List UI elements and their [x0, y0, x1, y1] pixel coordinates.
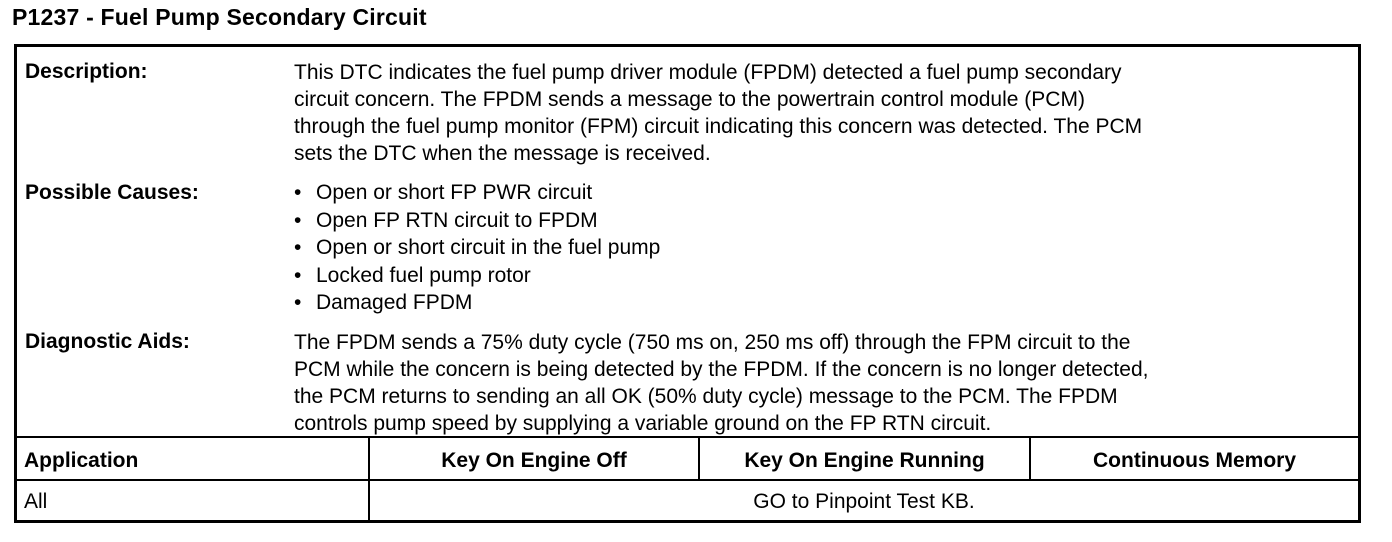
page-title: P1237 - Fuel Pump Secondary Circuit [12, 4, 427, 30]
diagnostic-aids-line: PCM while the concern is being detected by the FPDM. If the concern is no longer detected, [294, 358, 1149, 381]
cause-item: • Open FP RTN circuit to FPDM [294, 207, 1354, 235]
dtc-table [14, 44, 1361, 523]
description-text [294, 59, 1354, 167]
diagnostic-aids-text [294, 329, 1354, 437]
description-label: Description: [25, 60, 148, 83]
action-text: GO to Pinpoint Test KB. [753, 490, 975, 513]
diagnostic-aids-line: controls pump speed by supplying a variable ground on the FP RTN circuit. [294, 412, 992, 435]
diagnostic-aids-label: Diagnostic Aids: [25, 330, 190, 353]
description-line: sets the DTC when the message is received. [294, 142, 711, 165]
header-key-on-engine-running: Key On Engine Running [744, 449, 985, 472]
description-line: This DTC indicates the fuel pump driver module (FPDM) detected a fuel pump secondary [294, 61, 1122, 84]
cause-item: • Locked fuel pump rotor [294, 262, 1354, 290]
diagnostic-aids-line: the PCM returns to sending an all OK (50% duty cycle) message to the PCM. The FPDM [294, 385, 1118, 408]
cause-item: • Damaged FPDM [294, 289, 1354, 317]
possible-causes-label: Possible Causes: [25, 181, 199, 204]
header-application: Application [24, 449, 139, 472]
table-divider [17, 479, 1358, 481]
header-continuous-memory: Continuous Memory [1093, 449, 1296, 472]
cause-item: • Open or short FP PWR circuit [294, 179, 1354, 207]
application-value: All [24, 490, 48, 513]
diagnostic-aids-line: The FPDM sends a 75% duty cycle (750 ms on, 250 ms off) through the FPM circuit to the [294, 331, 1131, 354]
possible-causes-list [294, 179, 1354, 317]
cause-item: • Open or short circuit in the fuel pump [294, 234, 1354, 262]
header-key-on-engine-off: Key On Engine Off [441, 449, 627, 472]
table-divider [17, 436, 1358, 438]
description-line: through the fuel pump monitor (FPM) circuit indicating this concern was detected. The PCM [294, 115, 1143, 138]
description-line: circuit concern. The FPDM sends a message to the powertrain control module (PCM) [294, 88, 1085, 111]
